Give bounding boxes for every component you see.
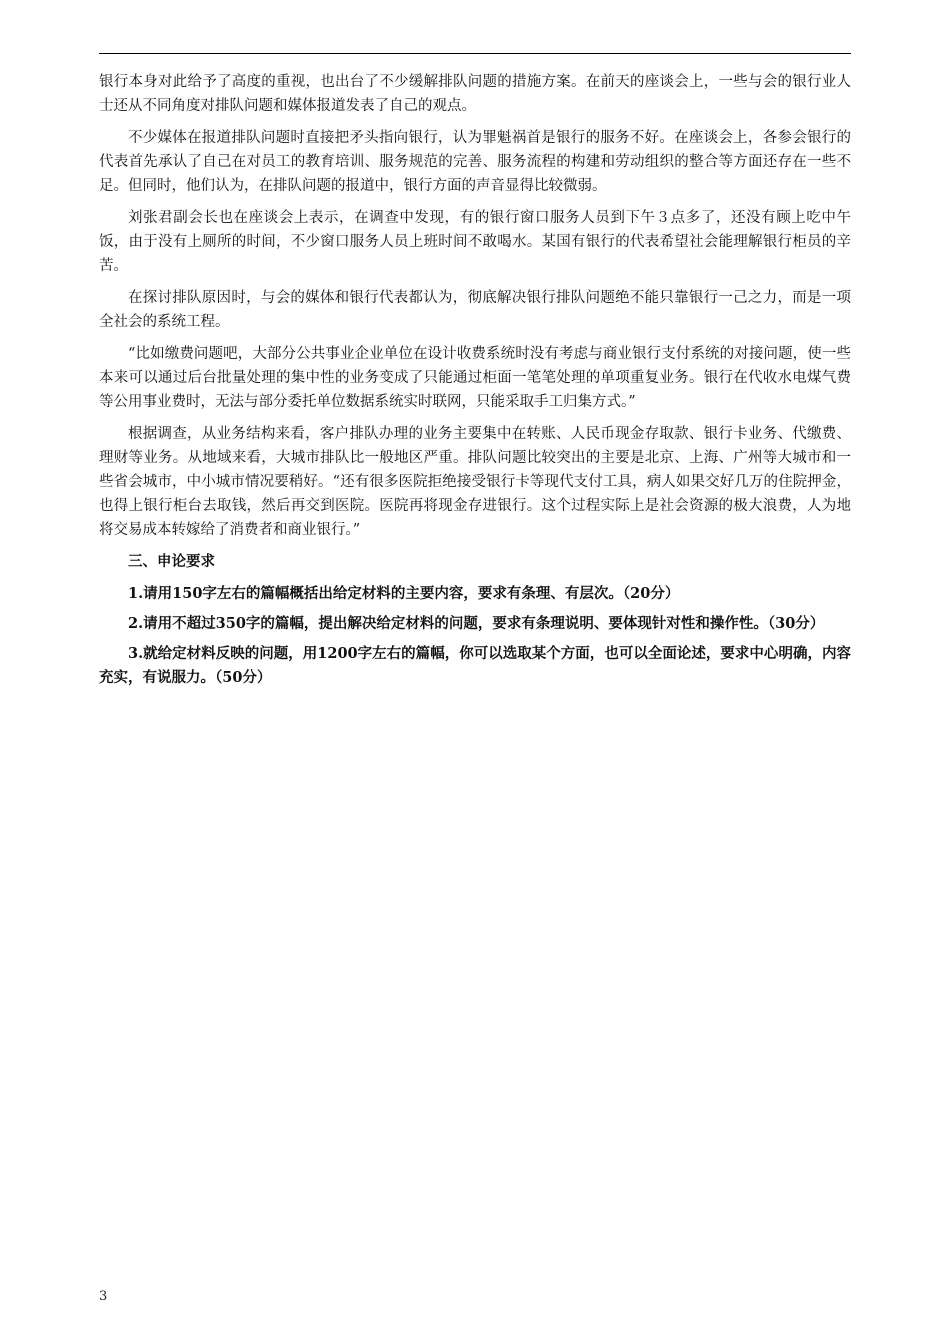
document-body [99,70,851,696]
question-1: 1.请用150字左右的篇幅概括出给定材料的主要内容，要求有条理、有层次。（20分） [128,585,680,602]
paragraph-5-quote: “比如缴费问题吧，大部分公共事业企业单位在设计收费系统时没有考虑与商业银行支付系统的对接问题，使一些本来可以通过后台批量处理的集中性的业务变成了只能通过柜面一笔笔处理的单项重复业务。银行在代收水电煤气费等公用事业费时，无法与部分委托单位数据系统实时联网，只能采取手工归集方式。” [99,346,851,410]
question-2: 2.请用不超过350字的篇幅，提出解决给定材料的问题，要求有条理说明、要体现针对性和操作性。（30分） [128,615,825,632]
section-heading: 三、申论要求 [128,553,215,570]
paragraph-1: 银行本身对此给予了高度的重视，也出台了不少缓解排队问题的措施方案。在前天的座谈会上，一些与会的银行业人士还从不同角度对排队问题和媒体报道发表了自己的观点。 [99,74,851,114]
paragraph-2: 不少媒体在报道排队问题时直接把矛头指向银行，认为罪魁祸首是银行的服务不好。在座谈会上，各参会银行的代表首先承认了自己在对员工的教育培训、服务规范的完善、服务流程的构建和劳动组织的整合等方面还存在一些不足。但同时，他们认为，在排队问题的报道中，银行方面的声音显得比较微弱。 [99,130,851,194]
paragraph-6: 根据调查，从业务结构来看，客户排队办理的业务主要集中在转账、人民币现金存取款、银行卡业务、代缴费、理财等业务。从地域来看，大城市排队比一般地区严重。排队问题比较突出的主要是北京、上海、广州等大城市和一些省会城市，中小城市情况要稍好。“还有很多医院拒绝接受银行卡等现代支付工具，病人如果交好几万的住院押金，也得上银行柜台去取钱，然后再交到医院。医院再将现金存进银行。这个过程实际上是社会资源的极大浪费，人为地将交易成本转嫁给了消费者和商业银行。” [99,426,851,538]
header-rule [99,53,851,54]
page-number: 3 [99,1289,108,1304]
paragraph-4: 在探讨排队原因时，与会的媒体和银行代表都认为，彻底解决银行排队问题绝不能只靠银行一己之力，而是一项全社会的系统工程。 [99,290,851,330]
paragraph-3: 刘张君副会长也在座谈会上表示，在调查中发现，有的银行窗口服务人员到下午３点多了，还没有顾上吃中午饭，由于没有上厕所的时间，不少窗口服务人员上班时间不敢喝水。某国有银行的代表希望社会能理解银行柜员的辛苦。 [99,210,851,274]
question-3: 3.就给定材料反映的问题，用1200字左右的篇幅，你可以选取某个方面，也可以全面论述，要求中心明确，内容充实，有说服力。（50分） [99,645,851,686]
